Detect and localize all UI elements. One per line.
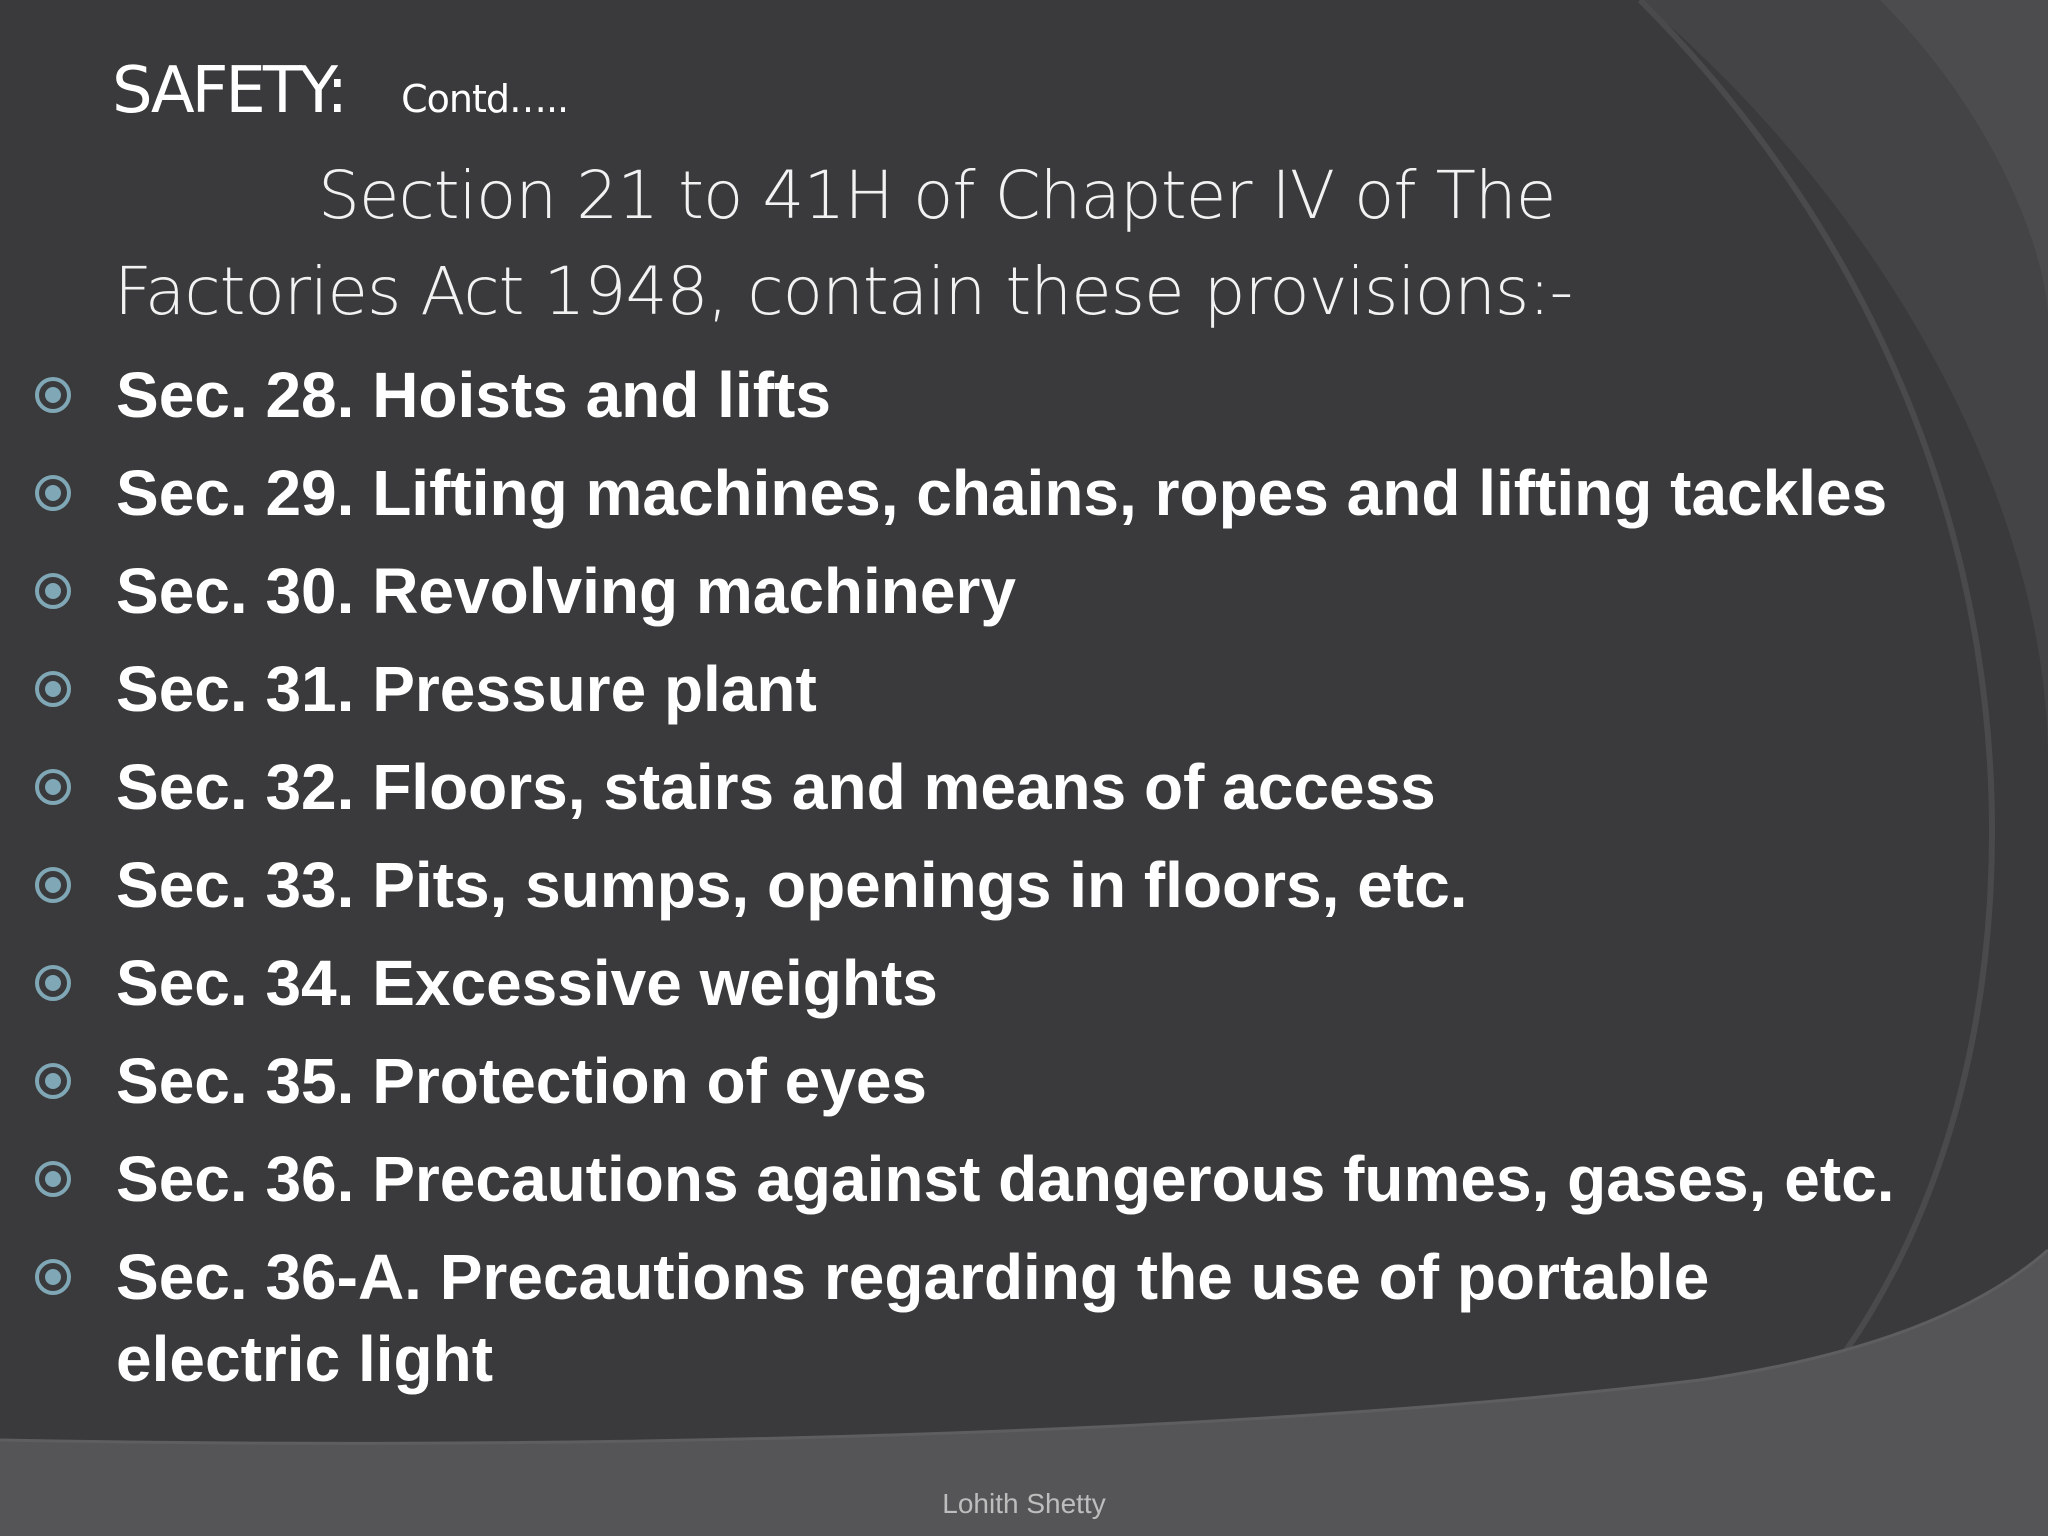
list-item-text: Sec. 36-A. Precautions regarding the use of portable electric light (116, 1241, 1710, 1395)
target-bullet-icon (34, 768, 72, 806)
target-bullet-icon (34, 1258, 72, 1296)
list-item-text: Sec. 29. Lifting machines, chains, ropes and lifting tackles (116, 457, 1888, 529)
list-item (0, 1138, 2048, 1220)
slide-title (112, 54, 568, 128)
list-item-text: Sec. 33. Pits, sumps, openings in floors, etc. (116, 849, 1468, 921)
list-item-text: Sec. 34. Excessive weights (116, 947, 938, 1019)
target-bullet-icon (34, 572, 72, 610)
list-item-text: Sec. 30. Revolving machinery (116, 555, 1016, 627)
intro-paragraph (114, 148, 1714, 340)
footer-author: Lohith Shetty (942, 1488, 1106, 1519)
target-bullet-icon (34, 1160, 72, 1198)
intro-line-2: Factories Act 1948, contain these provisions:- (114, 253, 1573, 330)
list-item-text: Sec. 31. Pressure plant (116, 653, 817, 725)
list-item (0, 648, 2048, 730)
target-bullet-icon (34, 474, 72, 512)
list-item (0, 452, 2048, 534)
target-bullet-icon (34, 1062, 72, 1100)
list-item-text: Sec. 36. Precautions against dangerous fumes, gases, etc. (116, 1143, 1895, 1215)
list-item (0, 1236, 1916, 1400)
title-text: SAFETY: (112, 54, 346, 128)
title-suffix: Contd….. (401, 77, 569, 121)
intro-line-1: Section 21 to 41H of Chapter IV of The (318, 157, 1556, 234)
list-item-text: Sec. 32. Floors, stairs and means of access (116, 751, 1436, 823)
provisions-list (0, 354, 2048, 1416)
list-item (0, 746, 2048, 828)
list-item (0, 550, 2048, 632)
list-item (0, 844, 2048, 926)
list-item (0, 942, 2048, 1024)
list-item-text: Sec. 35. Protection of eyes (116, 1045, 927, 1117)
list-item-text: Sec. 28. Hoists and lifts (116, 359, 831, 431)
target-bullet-icon (34, 376, 72, 414)
target-bullet-icon (34, 866, 72, 904)
target-bullet-icon (34, 670, 72, 708)
target-bullet-icon (34, 964, 72, 1002)
list-item (0, 1040, 2048, 1122)
list-item (0, 354, 2048, 436)
